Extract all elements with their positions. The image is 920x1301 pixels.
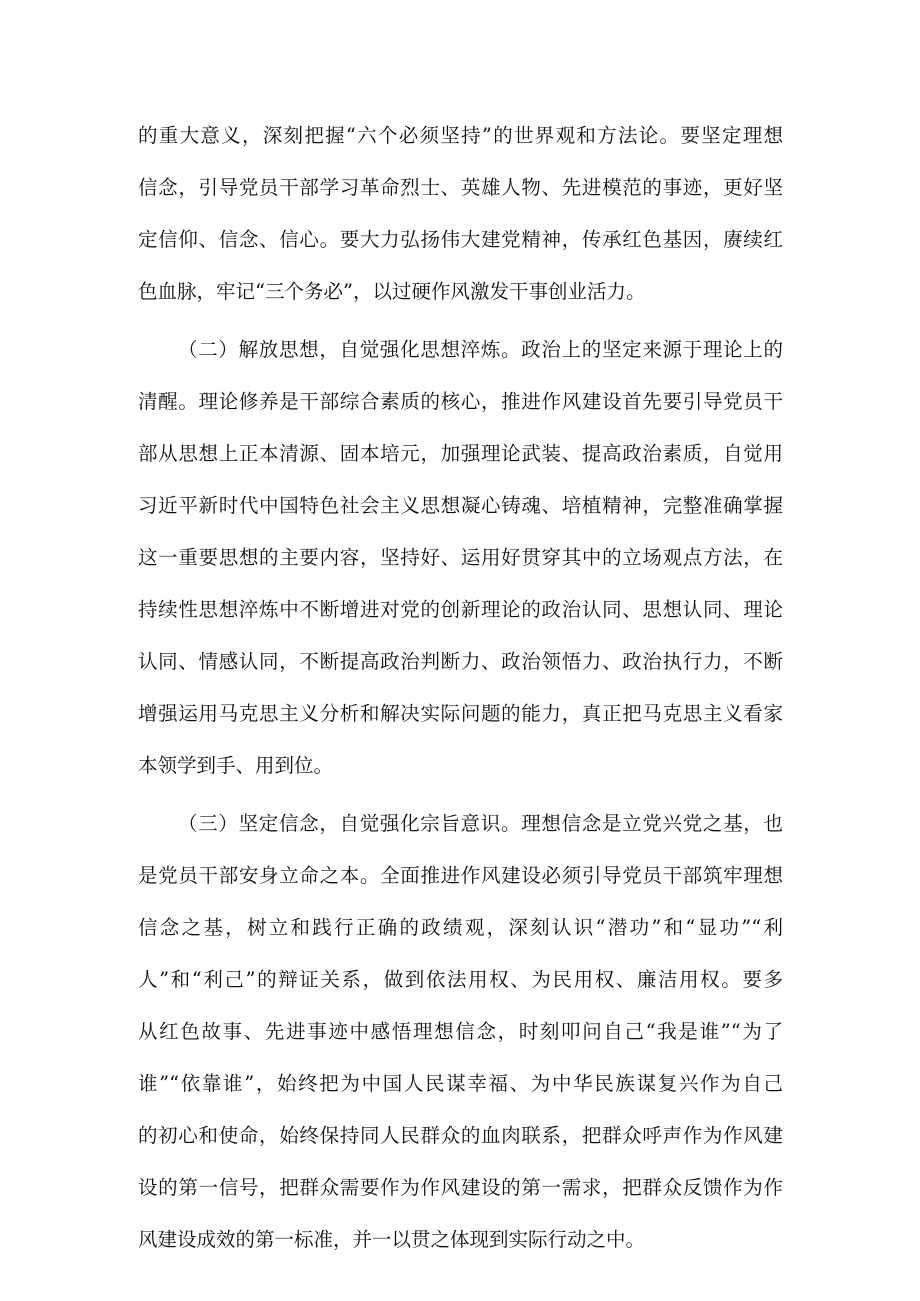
text-line: 的初心和使命，始终保持同人民群众的血肉联系，把群众呼声作为作风建 (138, 1124, 783, 1147)
text-line: 定信仰、信念、信心。要大力弘扬伟大建党精神，传承红色基因，赓续红 (138, 228, 783, 251)
paragraph-2 (138, 324, 783, 792)
text-line: 增强运用马克思主义分析和解决实际问题的能力，真正把马克思主义看家 (138, 702, 783, 725)
paragraph-1 (138, 110, 783, 318)
text-line: 信念，引导党员干部学习革命烈士、英雄人物、先进模范的事迹，更好坚 (138, 176, 783, 199)
text-line: 本领学到手、用到位。 (138, 754, 334, 777)
text-line: 是党员干部安身立命之本。全面推进作风建设必须引导党员干部筑牢理想 (138, 864, 783, 887)
text-line: 从红色故事、先进事迹中感悟理想信念，时刻叩问自己“我是谁”“为了 (138, 1020, 783, 1043)
text-line: 习近平新时代中国特色社会主义思想凝心铸魂、培植精神，完整准确掌握 (138, 494, 783, 517)
text-line: （二）解放思想，自觉强化思想淬炼。政治上的坚定来源于理论上的 (178, 338, 783, 361)
text-line: 清醒。理论修养是干部综合素质的核心，推进作风建设首先要引导党员干 (138, 390, 783, 413)
text-line: 部从思想上正本清源、固本培元，加强理论武装、提高政治素质，自觉用 (138, 442, 783, 465)
text-line: 风建设成效的第一标准，并一以贯之体现到实际行动之中。 (138, 1228, 646, 1251)
document-body (138, 110, 783, 1266)
text-line: 持续性思想淬炼中不断增进对党的创新理论的政治认同、思想认同、理论 (138, 598, 783, 621)
text-line: 色血脉，牢记“三个务必”，以过硬作风激发干事创业活力。 (138, 280, 646, 303)
paragraph-3 (138, 798, 783, 1266)
text-line: 的重大意义，深刻把握“六个必须坚持”的世界观和方法论。要坚定理想 (138, 124, 783, 147)
text-line: 人”和“利己”的辩证关系，做到依法用权、为民用权、廉洁用权。要多 (138, 968, 783, 991)
text-line: 认同、情感认同，不断提高政治判断力、政治领悟力、政治执行力，不断 (138, 650, 783, 673)
text-line: 设的第一信号，把群众需要作为作风建设的第一需求，把群众反馈作为作 (138, 1176, 783, 1199)
text-line: （三）坚定信念，自觉强化宗旨意识。理想信念是立党兴党之基，也 (178, 812, 783, 835)
text-line: 这一重要思想的主要内容，坚持好、运用好贯穿其中的立场观点方法，在 (138, 546, 783, 569)
text-line: 谁”“依靠谁”，始终把为中国人民谋幸福、为中华民族谋复兴作为自己 (138, 1072, 783, 1095)
text-line: 信念之基，树立和践行正确的政绩观，深刻认识“潜功”和“显功”“利 (138, 916, 783, 939)
